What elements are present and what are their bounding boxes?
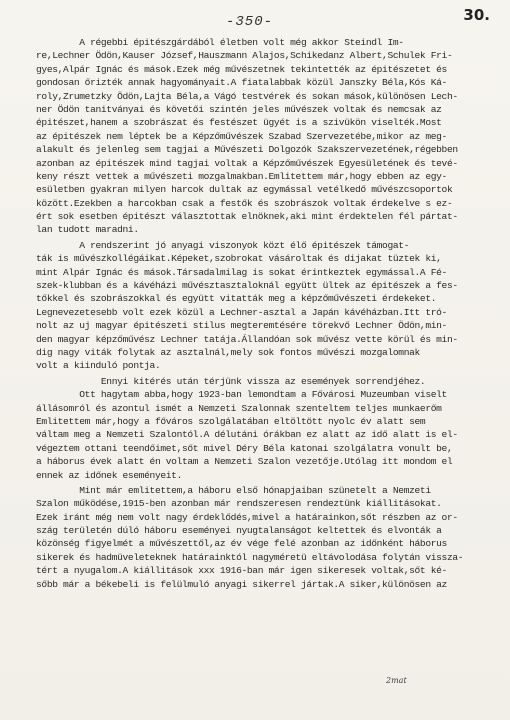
text-line: volt a kiinduló pontja.	[36, 360, 161, 372]
text-line: dig nagy viták folytak az asztalnál,mely sok fontos művészi mozgalomnak	[36, 346, 420, 358]
text-line: esületben gyakran milyen harcok dultak az egymással vetélkedő művészcsoportok	[36, 184, 453, 196]
text-line: Mint már emlitettem,a háboru első hónapjaiban szünetelt a Nemzeti	[36, 484, 431, 496]
text-line: szág területén dúló háboru eseményei nyugtalanságot keltettek és elvonták a	[36, 525, 442, 537]
text-line: Ennyi kitérés után térjünk vissza az események sorrendjéhez.	[36, 375, 426, 387]
text-line: lan tudott maradni.	[36, 224, 139, 236]
text-line: Ott hagytam abba,hogy 1923-ban lemondtam a Fővárosi Muzeumban viselt	[36, 389, 447, 401]
text-line: roly,Zrumetzky Ödön,Lajta Béla,a Vágó testvérek és sokan mások,különösen Lech-	[36, 90, 458, 102]
text-line: mint Alpár Ignác és mások.Társadalmilag is sokat érintkeztek egymással.A Fé-	[36, 266, 447, 278]
typewritten-text	[36, 36, 496, 591]
text-line: Ezek iránt még nem volt nagy érdeklődés,mivel a határainkon,sőt részben az or-	[36, 511, 458, 523]
text-line: Szalon működése,1915-ben azonban már rendszeresen rendeztünk kiállitásokat.	[36, 498, 442, 510]
text-line: A rendszerint jó anyagi viszonyok közt élő épitészek támogat-	[36, 239, 410, 251]
text-line: alakult és jelenleg sem tagjai a Művészeti Dolgozók Szakszervezetének,régebben	[36, 144, 458, 156]
text-line: Legnevezetesebb volt ezek közül a Lechner-asztal a Japán kávéházban.Itt tró-	[36, 306, 447, 318]
text-line: Emlitettem már,hogy a főváros szolgálatában eltöltött nyolc év alatt sem	[36, 415, 426, 427]
text-line: den magyar képzőművész Lechner tatája.Állandóan sok művész vette körül és min-	[36, 333, 458, 345]
text-line: az épitészek nem léptek be a Képzőművészek Szabad Szervezetébe,mikor az meg-	[36, 130, 447, 142]
text-line: sőbb már a békebeli is felülmuló anyagi sikerrel jártak.A siker,különösen az	[36, 578, 447, 590]
corner-page-number: 30.	[463, 6, 490, 24]
text-line: sikerek és hadmüveleteknek határainktól nagyméretü eltávolodása folytán vissza-	[36, 551, 464, 563]
text-line: szek-klubban és a kávéházi művésztasztaloknál együtt ültek az épitészek a fes-	[36, 280, 458, 292]
handwritten-insertion: 2mat	[386, 676, 407, 685]
text-line: ner Ödön tanitványai és követői szintén jeles művészek voltak és nemcsak az	[36, 103, 442, 115]
text-line: ért sok esetben épitészt választottak elnöknek,aki mint érdektelen fél pártat-	[36, 211, 458, 223]
text-line: között.Ezekben a harcokban csak a festők és szobrászok voltak érdekelve s ez-	[36, 197, 453, 209]
text-line: re,Lechner Ödön,Kauser József,Hauszmann Alajos,Schikedanz Albert,Schulek Fri-	[36, 50, 453, 62]
text-line: gondosan őrizték annak hagyományait.A fiatalabbak közül Janszky Béla,Kós Ká-	[36, 77, 447, 89]
text-line: ták is művészkollégáikat.Képeket,szobrokat vásároltak és dijakat tüztek ki,	[36, 253, 442, 265]
text-line: azonban az épitészek mind tagjai voltak a Képzőművészek Egyesületének és tevé-	[36, 157, 458, 169]
text-line: gyes,Alpár Ignác és mások.Ezek még művészetnek tekintették az épitészetet és	[36, 63, 447, 75]
text-line: a háborus évek alatt én voltam a Nemzeti Szalon vezetője.Utólag itt mondom el	[36, 456, 453, 468]
text-line: állásomról és azontul ismét a Nemzeti Szalonnak szenteltem teljes munkaerőm	[36, 402, 442, 414]
text-line: tért a nyugalom.A kiállitások xxx 1916-ban már igen sikeresek voltak,sőt ké-	[36, 565, 447, 577]
text-line: A régebbi épitészgárdából életben volt még akkor Steindl Im-	[36, 37, 404, 48]
text-line: keny részt vettek a művészeti mozgalmakban.Emlitettem már,hogy ebben az egy-	[36, 170, 447, 182]
text-line: közönség figyelmét a művészettől,az év vége felé azonban az időnként háborus	[36, 538, 447, 550]
page-number: -350-	[226, 14, 274, 30]
text-line: ennek az időnek eseményeit.	[36, 469, 182, 481]
text-line: nolt az uj magyar épitészeti stilus megteremtésére törekvő Lechner Ödön,min-	[36, 320, 447, 332]
text-line: tőkkel és szobrászokkal és együtt vitatták meg a képzőművészeti érdekeket.	[36, 293, 437, 305]
text-line: végeztem ottani teendőimet,sőt mivel Déry Béla katonai szolgálatra vonult be,	[36, 442, 453, 454]
text-line: váltam meg a Nemzeti Szalontól.A délutáni órákban ez alatt az idő alatt is el-	[36, 429, 458, 441]
text-line: épitészet,hanem a szobrászat és festészet ügyét is a szivükön viselték.Most	[36, 117, 442, 129]
